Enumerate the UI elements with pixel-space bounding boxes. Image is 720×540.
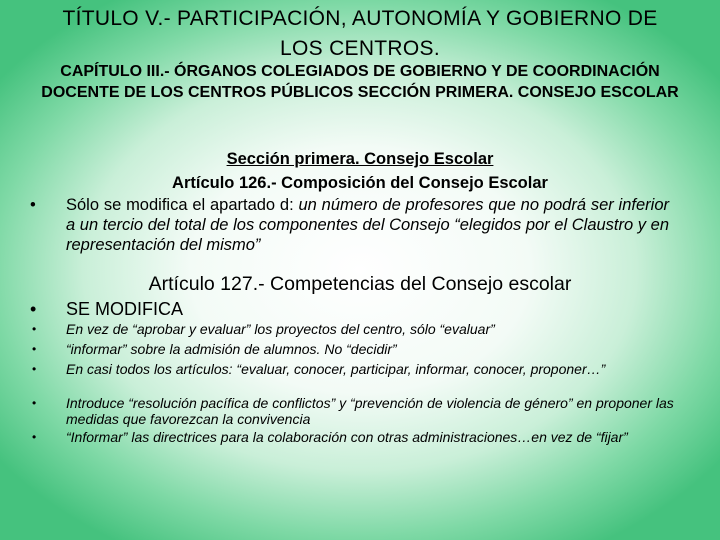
sub-bullet-dot: •	[32, 362, 37, 376]
section-heading: Sección primera. Consejo Escolar	[226, 150, 494, 168]
article-126-text	[66, 195, 669, 255]
article-127-modifies-bullet	[30, 299, 670, 321]
article-126-heading: Artículo 126.- Composición del Consejo Escolar	[172, 174, 548, 192]
article-126-text-italic: un número de profesores que no podrá ser inferior a un tercio del total de los componentes del Consejo “elegidos por el Claustro y en representación del mismo”	[66, 196, 669, 254]
article-126-bullet	[30, 195, 670, 257]
bullet-dot: •	[30, 299, 37, 319]
article-127-modifies-label: SE MODIFICA	[66, 299, 184, 319]
list-item-text: Introduce “resolución pacífica de conflictos” y “prevención de violencia de género” en proponer las medidas que favorezcan la convivencia	[66, 395, 674, 427]
bullet-dot: •	[30, 196, 36, 214]
list-item-text: “informar” sobre la admisión de alumnos. No “decidir”	[66, 341, 397, 357]
sub-bullet-dot: •	[32, 322, 37, 336]
sub-bullet-dot: •	[32, 342, 37, 356]
chapter-heading: CAPÍTULO III.- ÓRGANOS COLEGIADOS DE GOBIERNO Y DE COORDINACIÓN DOCENTE DE LOS CENTROS PÚBLICOS SECCIÓN PRIMERA. CONSEJO ESCOLAR	[41, 63, 679, 101]
sub-bullet-dot: •	[32, 396, 37, 410]
slide-title: TÍTULO V.- PARTICIPACIÓN, AUTONOMÍA Y GOBIERNO DE LOS CENTROS.	[62, 7, 658, 60]
article-127-heading: Artículo 127.- Competencias del Consejo escolar	[148, 273, 572, 295]
article-126-text-plain: Sólo se modifica el apartado d:	[66, 196, 299, 214]
sub-bullet-dot: •	[32, 430, 37, 444]
list-item-text: “Informar” las directrices para la colaboración con otras administraciones…en vez de “fijar”	[66, 429, 628, 445]
list-item-text: En vez de “aprobar y evaluar” los proyectos del centro, sólo “evaluar”	[66, 321, 495, 337]
list-item-text: En casi todos los artículos: “evaluar, conocer, participar, informar, conocer, proponer…”	[66, 361, 606, 377]
